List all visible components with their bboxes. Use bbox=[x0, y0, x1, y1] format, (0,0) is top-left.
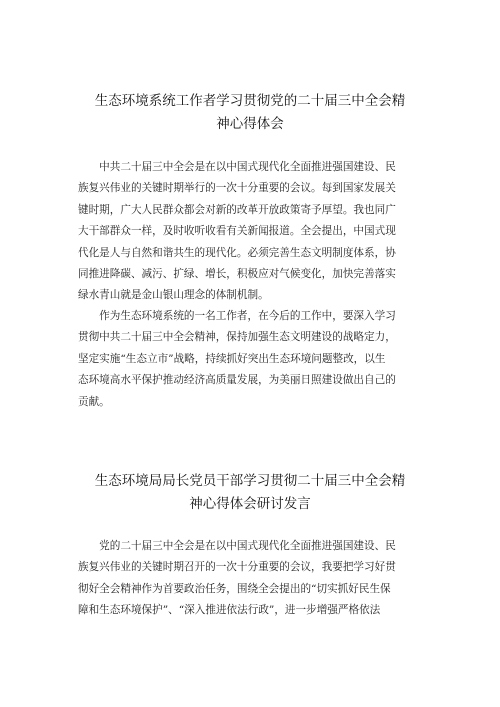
title-line: 生态环境局局长党员干部学习贯彻二十届三中全会精 bbox=[94, 473, 406, 489]
section-2-paragraph-1 bbox=[78, 536, 428, 622]
title-line: 神心得体会研讨发言 bbox=[189, 496, 311, 512]
text-line: 中共二十届三中全会是在以中国式现代化全面推进强国建设、民 bbox=[78, 161, 396, 173]
title-line: 神心得体会 bbox=[216, 116, 284, 132]
text-line: 族复兴伟业的关键时期召开的一次十分重要的会议，我要把学习好贯 bbox=[78, 561, 396, 574]
text-line: 贯彻中共二十届三中全会精神，保持加强生态文明建设的战略定力， bbox=[78, 331, 396, 344]
text-line: 大干部群众一样，及时收听收看有关新闻报道。全会提出，中国式现 bbox=[78, 225, 396, 238]
text-line: 族复兴伟业的关键时期举行的一次十分重要的会议。每到国家发展关 bbox=[78, 182, 396, 195]
section-1-paragraph-1 bbox=[78, 157, 428, 307]
text-line: 党的二十届三中全会是在以中国式现代化全面推进强国建设、民 bbox=[78, 540, 396, 552]
text-line: 绿水青山就是金山银山理念的体制机制。 bbox=[78, 289, 269, 302]
section-1-title bbox=[70, 90, 430, 136]
text-line: 态环境高水平保护推动经济高质量发展，为美丽日照建设做出自己的 bbox=[78, 374, 396, 387]
text-line: 键时期，广大人民群众都会对新的改革开放政策寄予厚望。我也同广 bbox=[78, 203, 396, 216]
text-line: 障和生态环境保护”、“深入推进依法行政”，进一步增强严格依法 bbox=[78, 604, 381, 617]
text-line: 彻好全会精神作为首要政治任务，围绕全会提出的“切实抓好民生保 bbox=[78, 582, 391, 595]
section-1-paragraph-2 bbox=[78, 306, 428, 413]
section-2-title bbox=[70, 470, 430, 516]
text-line: 同推进降碳、减污、扩绿、增长，积极应对气候变化，加快完善落实 bbox=[78, 268, 396, 281]
text-line: 坚定实施“生态立市”战略，持续抓好突出生态环境问题整改，以生 bbox=[78, 352, 386, 365]
text-line: 代化是人与自然和谐共生的现代化。必须完善生态文明制度体系，协 bbox=[78, 246, 396, 259]
title-line: 生态环境系统工作者学习贯彻党的二十届三中全会精 bbox=[94, 93, 406, 109]
text-line: 贡献。 bbox=[78, 395, 110, 408]
text-line: 作为生态环境系统的一名工作者，在今后的工作中，要深入学习 bbox=[78, 310, 396, 322]
